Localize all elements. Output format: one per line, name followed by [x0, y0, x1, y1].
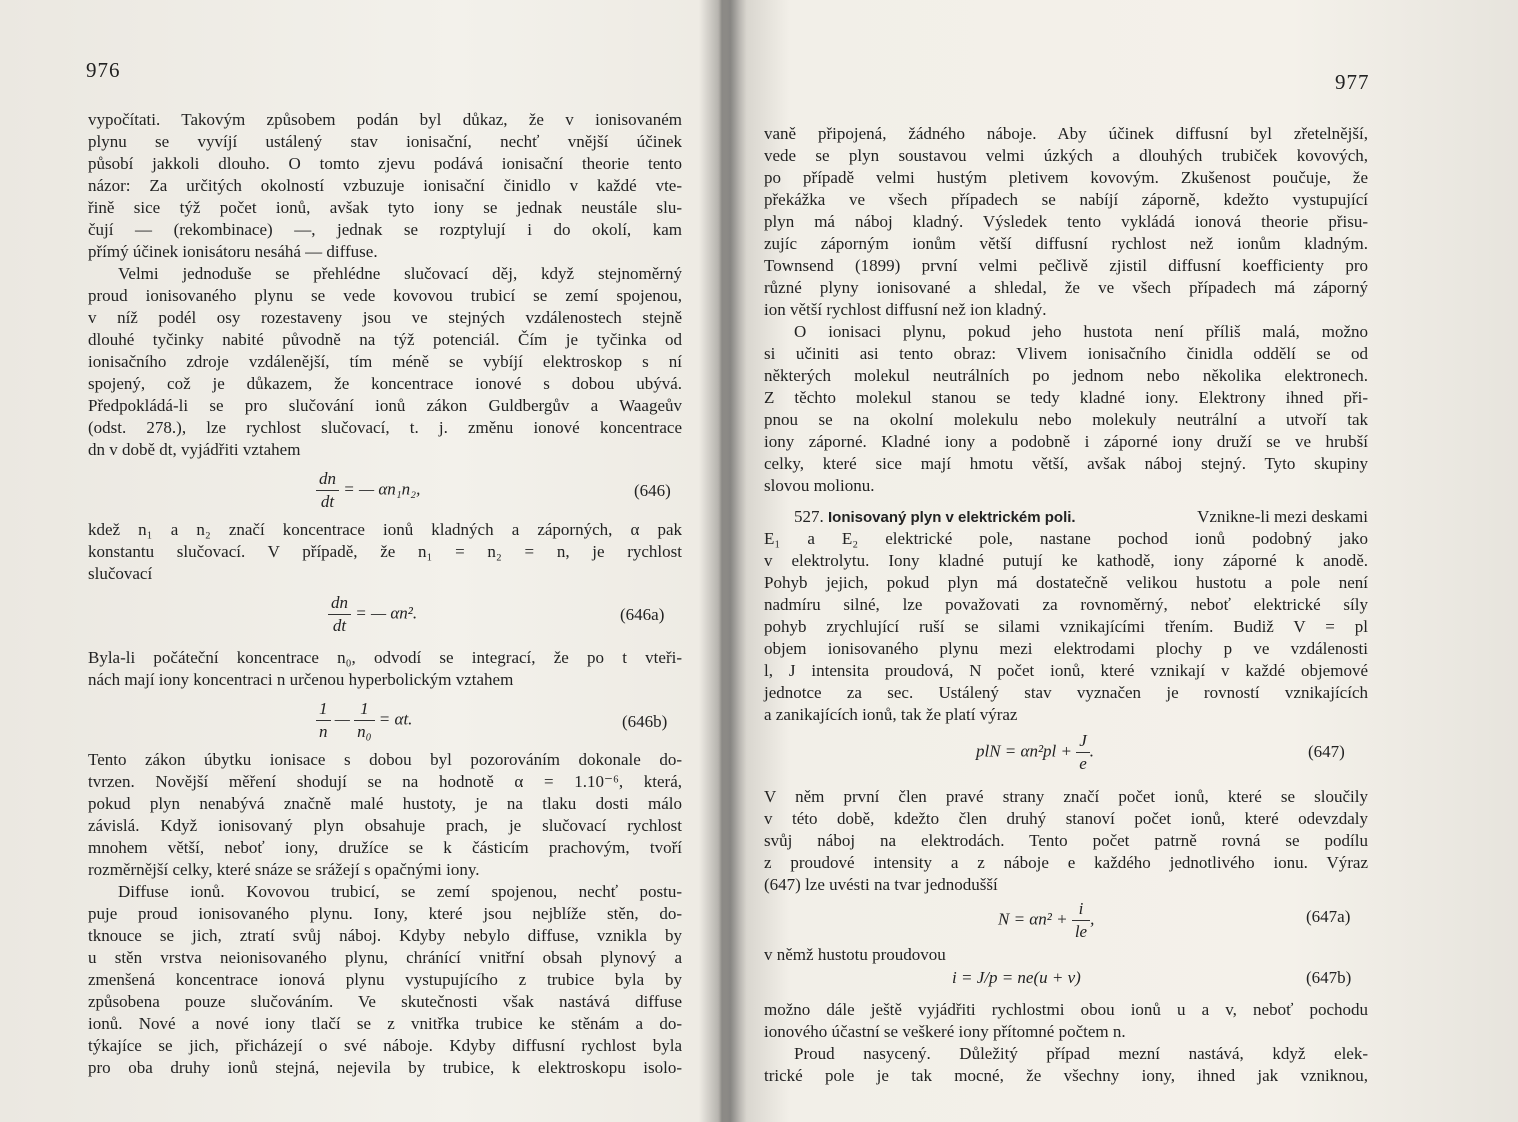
text-line: v této době, kdežto člen druhý stanoví počet ionů, které odevzdaly: [764, 809, 1368, 828]
text-line: pnou se na okolní molekulu nebo molekuly neutrální a utvoří tak: [764, 410, 1368, 429]
eq-lhs: N = αn² +: [998, 909, 1068, 929]
eq-minus: —: [334, 709, 350, 729]
text-line: týkajíce se jich, přicházejí o své náboje. Kdyby diffusní rychlost byla: [88, 1036, 682, 1055]
text-line: konstantu slučovací. V případě, že n₁ = n₂ = n, je rychlost: [88, 542, 682, 561]
text-line: čují — (rekombinace) —, jednak se rozptylují i do okolí, kam: [88, 220, 682, 239]
text-line: celky, které sice mají hmotu větší, avšak náboj stejný. Tyto skupiny: [764, 454, 1368, 473]
eq-numerator: 1: [316, 698, 331, 721]
text-line: pokud plyn nenabývá značně malé hustoty, je na tlaku dosti málo: [88, 794, 682, 813]
text-line: závislá. Když ionisovaný plyn obsahuje prach, je slučovací rychlost: [88, 816, 682, 835]
eq-end: ,: [1090, 909, 1095, 929]
text-line: si učiniti asi tento obraz: Vlivem ionisačního činidla oddělí se od: [764, 344, 1368, 363]
equation-number: (646b): [622, 712, 668, 731]
eq-rhs: = αt.: [378, 709, 413, 729]
equation-647a: [998, 898, 1094, 943]
text-line: Předpokládá-li se pro slučování ionů zákon Guldbergův a Waageův: [88, 396, 682, 415]
text-span: Vznikne-li mezi deskami: [1197, 507, 1368, 526]
equation-number: (646): [634, 481, 671, 500]
eq-lhs: plN = αn²pl +: [976, 741, 1072, 761]
text-line: plynu se vyvíjí ustálený stav ionisační, nechť vnější účinek: [88, 132, 682, 151]
text-line: zujíc záporným ionům větší diffusní rychlost než ionům kladným.: [764, 234, 1368, 253]
text-line: kdež n₁ a n₂ značí koncentrace ionů kladných a záporných, α pak: [88, 520, 682, 539]
text-line: řině sice týž počet ionů, avšak tyto iony se jednak neustále slu-: [88, 198, 682, 217]
equation-646: [316, 468, 420, 513]
eq-numerator: 1: [354, 698, 374, 721]
eq-denominator: n₀: [357, 722, 372, 741]
text-line: Townsend (1899) první velmi pečlivě zjistil diffusní koefficienty pro: [764, 256, 1368, 275]
text-line: rozměrnější celky, které snáze se srážejí s opačnými iony.: [88, 860, 480, 879]
section-title: Ionisovaný plyn v elektrickém poli.: [828, 509, 1076, 526]
text-line: ionového účastní se veškeré iony přítomné počtem n.: [764, 1022, 1126, 1041]
eq-rhs: = — αn₁n₂,: [343, 479, 421, 499]
text-line: zmenšená koncentrace ionová plynu vystupujícího z trubice byla by: [88, 970, 682, 989]
equation-646a: [328, 592, 417, 637]
section-number: 527.: [794, 507, 824, 526]
text-line: překážka ve všech případech se nabíjí záporně, kdežto vystupující: [764, 190, 1368, 209]
text-line: objem ionisovaného plynu mezi elektrodami plochy p ve vzdálenosti: [764, 639, 1368, 658]
equation-number: (647a): [1306, 907, 1351, 926]
eq-denominator: le: [1074, 922, 1088, 941]
text-line: z proudové intensity a z náboje e každého jednotlivého ionu. Výraz: [764, 853, 1368, 872]
text-line: Velmi jednoduše se přehlédne slučovací děj, když stejnoměrný: [118, 264, 682, 283]
text-line: působí jakkoli dlouho. O tomto zjevu podává ionisační theorie tento: [88, 154, 682, 173]
text-line: dn v době dt, vyjádřiti vztahem: [88, 440, 301, 459]
eq-denominator: dt: [320, 492, 335, 511]
text-line: nách mají iony koncentraci n určenou hyperbolickým vztahem: [88, 670, 514, 689]
text-line: v němž hustotu proudovou: [764, 945, 946, 964]
text-line: u stěn vrstva neionisovaného plynu, chránící vnitřní obsah plynový a: [88, 948, 682, 967]
text-line: způsobena pouze slučováním. Ve skutečnosti však nastává diffuse: [88, 992, 682, 1011]
text-line: přímý účinek ionisátoru nesáhá — diffuse.: [88, 242, 378, 261]
eq-rhs: = — αn².: [355, 603, 418, 623]
eq-denominator: dt: [332, 616, 347, 635]
text-line: trické pole je tak mocné, že všechny iony, ihned jak vzniknou,: [764, 1066, 1368, 1085]
text-line: slovou molionu.: [764, 476, 875, 495]
eq-denominator: e: [1079, 754, 1087, 773]
text-line: v níž podél osy rozestaveny jsou ve stejných vzdálenostech stejně: [88, 308, 682, 327]
text-line: svůj náboj na elektrodách. Tento počet patrně rovná se podílu: [764, 831, 1368, 850]
text-line: O ionisaci plynu, pokud jeho hustota není příliš malá, možno: [794, 322, 1368, 341]
eq-numerator: dn: [328, 592, 351, 615]
page-number-right: 977: [1335, 70, 1370, 94]
text-line: možno dále ještě vyjádřiti rychlostmi obou ionů u a v, neboť pochodu: [764, 1000, 1368, 1019]
text-line: pohyb zrychlující ruší se silami vznikajícími třením. Budiž V = pl: [764, 617, 1368, 636]
text-line: Byla-li počáteční koncentrace n₀, odvodí se integrací, že po t vteři-: [88, 648, 682, 667]
eq-numerator: dn: [316, 468, 339, 491]
text-line: Z těchto molekul stanou se tedy kladné iony. Elektrony ihned při-: [764, 388, 1368, 407]
text-line: V něm první člen pravé strany značí počet ionů, které se sloučily: [764, 787, 1368, 806]
text-line: proud ionisovaného plynu se vede kovovou trubicí se zemí spojenou,: [88, 286, 682, 305]
equation-647b: i = J/p = ne(u + v): [952, 968, 1081, 987]
text-line: ionů. Nové a nové iony tlačí se z vnitřka trubice ke stěnám a do-: [88, 1014, 682, 1033]
eq-numerator: J: [1076, 730, 1090, 753]
text-line: iony záporné. Kladné iony a podobně i záporné iony druží se ve hrubší: [764, 432, 1368, 451]
text-line: a zanikajících ionů, tak že platí výraz: [764, 705, 1018, 724]
text-line: názor: Za určitých okolností vzbuzuje ionisační činidlo v každé vte-: [88, 176, 682, 195]
text-line: ionisačního zdroje vzdálenější, tím méně se vybíjí elektroskop s ní: [88, 352, 682, 371]
equation-number: (647b): [1306, 968, 1352, 987]
text-line: tknouce se jich, ztratí svůj náboj. Kdyby nebylo diffuse, vznikla by: [88, 926, 682, 945]
text-line: některých molekul neutrálních po jednom nebo několika elektronech.: [764, 366, 1368, 385]
page-number-left: 976: [86, 58, 121, 82]
text-line: jednotce za sec. Ustálený stav vyznačen je rovností vznikajících: [764, 683, 1368, 702]
text-line: slučovací: [88, 564, 153, 583]
text-line: nadmíru silné, lze považovati za rovnoměrný, neboť elektrické síly: [764, 595, 1368, 614]
section-heading-line: [764, 506, 1368, 529]
eq-denominator: n: [319, 722, 328, 741]
book-gutter: [700, 0, 740, 1122]
eq-numerator: i: [1072, 898, 1090, 921]
text-line: tvrzen. Novější měření shodují se na hodnotě α = 1.10⁻⁶, která,: [88, 772, 682, 791]
text-line: dlouhé tyčinky nabité původně na týž potenciál. Čím je tyčinka od: [88, 330, 682, 349]
text-line: v elektrolytu. Iony kladné putují ke kathodě, iony záporné k anodě.: [764, 551, 1368, 570]
text-line: vaně připojená, žádného náboje. Aby účinek diffusní byl zřetelnější,: [764, 124, 1368, 143]
text-line: spojený, což je důkazem, že koncentrace ionové s dobou ubývá.: [88, 374, 682, 393]
text-line: Proud nasycený. Důležitý případ mezní nastává, když elek-: [794, 1044, 1368, 1063]
equation-647: [976, 730, 1094, 775]
text-line: l, J intensita proudová, N počet ionů, které vznikají v každé objemové: [764, 661, 1368, 680]
text-line: (647) lze uvésti na tvar jednodušší: [764, 875, 998, 894]
text-line: různé plyny ionisované a shledal, že ve všech případech má záporný: [764, 278, 1368, 297]
text-line: (odst. 278.), lze rychlost slučovací, t. j. změnu ionové koncentrace: [88, 418, 682, 437]
equation-646b: [316, 698, 412, 743]
text-line: vede se plyn soustavou velmi úzkých a dlouhých trubiček kovových,: [764, 146, 1368, 165]
equation-number: (647): [1308, 742, 1345, 761]
text-line: puje proud ionisovaného plynu. Iony, které jsou nejblíže stěn, do-: [88, 904, 682, 923]
eq-end: .: [1089, 741, 1095, 761]
text-line: Tento zákon úbytku ionisace s dobou byl pozorováním dokonale do-: [88, 750, 682, 769]
text-line: mnohem větší, neboť iony, družíce se k částicím prachovým, tvoří: [88, 838, 682, 857]
text-line: Diffuse ionů. Kovovou trubicí, se zemí spojenou, nechť postu-: [118, 882, 682, 901]
text-line: plyn má náboj kladný. Výsledek tento vykládá ionová theorie přisu-: [764, 212, 1368, 231]
text-line: Pohyb jejich, pokud plyn má dostatečně velikou hustotu a pole není: [764, 573, 1368, 592]
text-line: po případě velmi hustým pletivem kovovým. Zkušenost poučuje, že: [764, 168, 1368, 187]
text-line: pro oba druhy ionů stejná, nejevila by trubice, k elektroskopu isolo-: [88, 1058, 682, 1077]
text-line: ion větší rychlost diffusní než ion kladný.: [764, 300, 1047, 319]
text-line: E₁ a E₂ elektrické pole, nastane pochod ionů podobný jako: [764, 529, 1368, 548]
text-line: vypočítati. Takovým způsobem podán byl důkaz, že v ionisovaném: [88, 110, 682, 129]
equation-number: (646a): [620, 605, 665, 624]
